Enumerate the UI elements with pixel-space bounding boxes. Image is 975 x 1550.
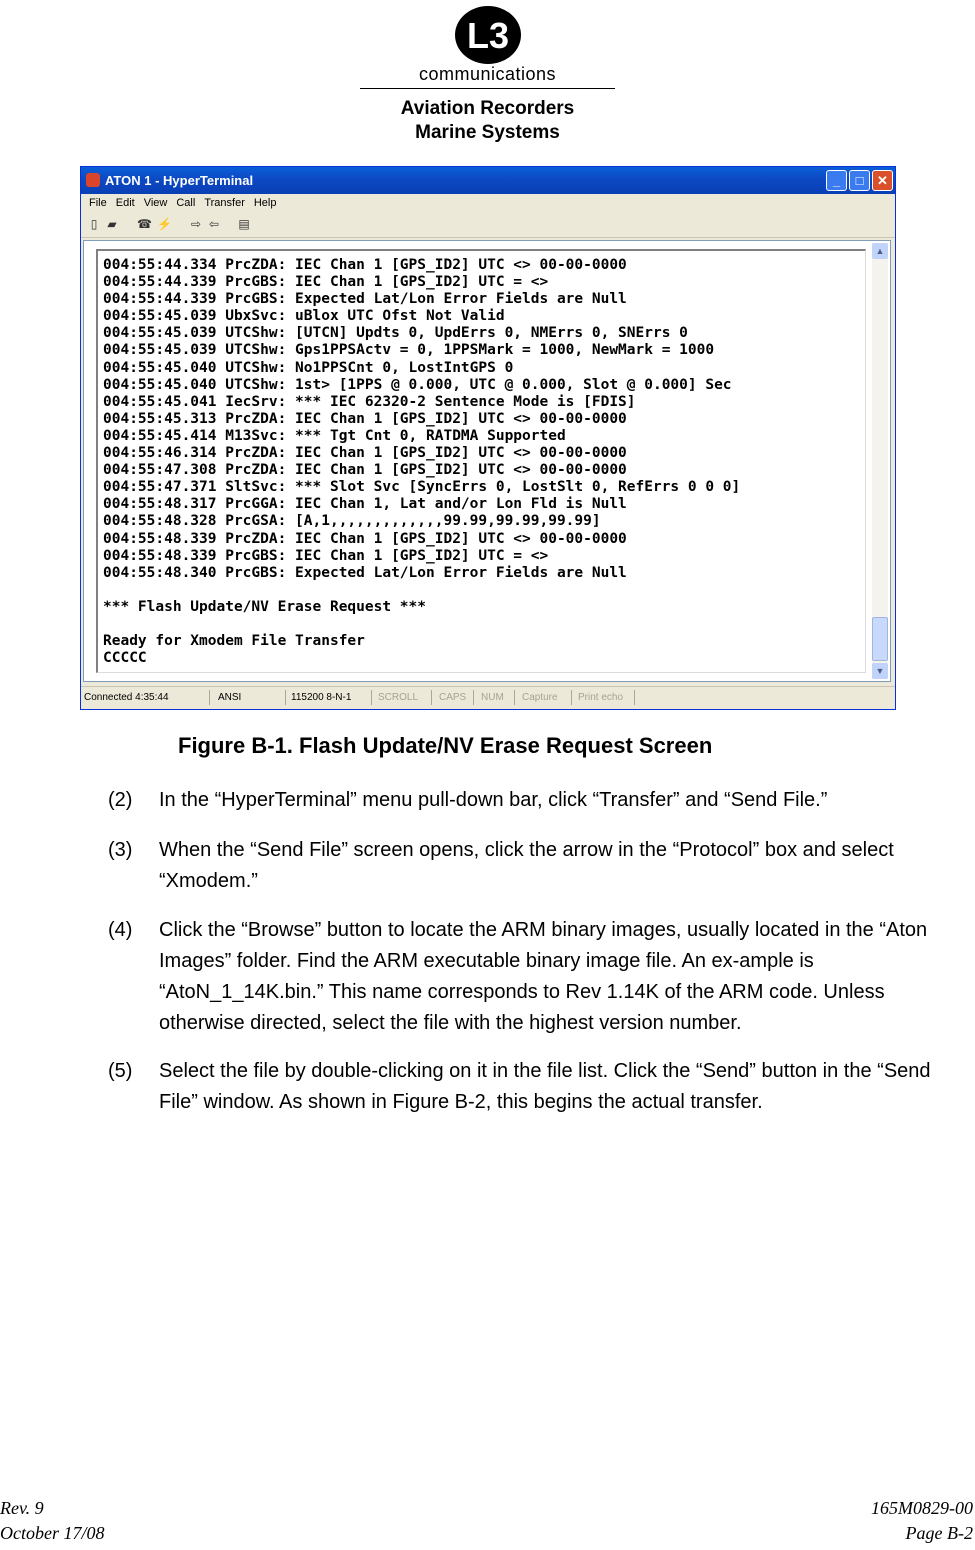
- scroll-down-icon[interactable]: ▼: [872, 663, 888, 679]
- terminal-line: Ready for Xmodem File Transfer: [103, 633, 365, 650]
- status-capture: Capture: [522, 692, 558, 703]
- terminal-line: 004:55:45.313 PrcZDA: IEC Chan 1 [GPS_ID2] UTC <> 00-00-0000: [103, 410, 627, 427]
- status-num: NUM: [481, 692, 504, 703]
- close-button[interactable]: ✕: [872, 170, 893, 191]
- terminal-line: 004:55:47.371 SltSvc: *** Slot Svc [SyncErrs 0, LostSlt 0, RefErrs 0 0 0]: [103, 479, 741, 496]
- terminal-line: [103, 582, 865, 599]
- terminal-line: 004:55:45.414 M13Svc: *** Tgt Cnt 0, RATDMA Supported: [103, 427, 566, 444]
- terminal-line: 004:55:48.340 PrcGBS: Expected Lat/Lon Error Fields are Null: [103, 564, 627, 581]
- status-caps: CAPS: [439, 692, 467, 703]
- status-bar: [81, 686, 895, 709]
- terminal-line: 004:55:46.314 PrcZDA: IEC Chan 1 [GPS_ID2] UTC <> 00-00-0000: [103, 445, 627, 462]
- status-divider: [473, 690, 474, 705]
- vertical-scrollbar[interactable]: [872, 243, 888, 679]
- terminal-line: 004:55:45.040 UTCShw: No1PPSCnt 0, LostIntGPS 0: [103, 359, 514, 376]
- window-titlebar[interactable]: [81, 167, 895, 194]
- app-icon: [86, 173, 100, 187]
- l3-logo-icon: [453, 4, 523, 66]
- step-number: (2): [108, 789, 133, 811]
- step-text: Select the file by double-clicking on it in the file list. Click the “Send” button in the “Send File” window. As shown in Figure B-2, this begins the actual transfer.: [159, 1060, 931, 1113]
- menu-transfer[interactable]: Transfer: [204, 197, 245, 209]
- terminal-output: [96, 249, 866, 673]
- status-port: 115200 8-N-1: [291, 692, 352, 703]
- logo-rule: [360, 88, 615, 89]
- disconnect-icon[interactable]: ⚡: [157, 217, 172, 231]
- terminal-line: [103, 616, 865, 633]
- terminal-line: 004:55:45.039 UbxSvc: uBlox UTC Ofst Not Valid: [103, 308, 505, 325]
- minimize-button[interactable]: _: [826, 170, 847, 191]
- status-divider: [209, 690, 210, 705]
- scroll-thumb[interactable]: [872, 617, 888, 661]
- terminal-line: *** Flash Update/NV Erase Request ***: [103, 598, 427, 615]
- terminal-line: 004:55:48.339 PrcGBS: IEC Chan 1 [GPS_ID2] UTC = <>: [103, 547, 549, 564]
- scroll-up-icon[interactable]: ▲: [872, 243, 888, 259]
- menu-call[interactable]: Call: [176, 197, 196, 209]
- menu-file[interactable]: File: [89, 197, 107, 209]
- status-divider: [571, 690, 572, 705]
- toolbar: [81, 213, 895, 238]
- window-title: ATON 1 - HyperTerminal: [105, 173, 254, 188]
- step-number: (3): [108, 839, 133, 861]
- terminal-line: 004:55:44.339 PrcGBS: IEC Chan 1 [GPS_ID2] UTC = <>: [103, 274, 549, 291]
- step-number: (4): [108, 919, 133, 941]
- division-line-1: Aviation Recorders: [400, 98, 575, 119]
- status-emulation: ANSI: [218, 692, 242, 703]
- terminal-line: 004:55:48.317 PrcGGA: IEC Chan 1, Lat and/or Lon Fld is Null: [103, 496, 627, 513]
- new-icon[interactable]: ▯: [90, 217, 98, 231]
- footer-page-number: Page B-2: [905, 1523, 973, 1543]
- status-divider: [634, 690, 635, 705]
- maximize-button[interactable]: □: [849, 170, 870, 191]
- division-line-2: Marine Systems: [415, 122, 560, 143]
- step-number: (5): [108, 1060, 133, 1082]
- logo-wordmark: communications: [418, 64, 557, 84]
- terminal-line: 004:55:45.039 UTCShw: [UTCN] Updts 0, UpdErrs 0, NMErrs 0, SNErrs 0: [103, 325, 688, 342]
- svg-text:L3: L3: [466, 15, 509, 56]
- menu-view[interactable]: View: [143, 197, 168, 209]
- terminal-line: 004:55:45.040 UTCShw: 1st> [1PPS @ 0.000, UTC @ 0.000, Slot @ 0.000] Sec: [103, 376, 732, 393]
- status-divider: [514, 690, 515, 705]
- step-text: In the “HyperTerminal” menu pull-down bar, click “Transfer” and “Send File.”: [159, 789, 828, 811]
- terminal-area[interactable]: [83, 240, 891, 682]
- terminal-line: 004:55:45.041 IecSrv: *** IEC 62320-2 Sentence Mode is [FDIS]: [103, 393, 636, 410]
- status-divider: [431, 690, 432, 705]
- figure-caption: Figure B-1. Flash Update/NV Erase Request Screen: [178, 733, 713, 758]
- menu-edit[interactable]: Edit: [115, 197, 135, 209]
- terminal-line: 004:55:48.339 PrcZDA: IEC Chan 1 [GPS_ID2] UTC <> 00-00-0000: [103, 530, 627, 547]
- menu-help[interactable]: Help: [253, 197, 277, 209]
- footer-doc-number: 165M0829-00: [871, 1498, 973, 1518]
- terminal-line: CCCCC: [103, 650, 147, 667]
- step-text: When the “Send File” screen opens, click the arrow in the “Protocol” box and select “Xmodem.”: [159, 839, 894, 892]
- status-scroll: SCROLL: [378, 692, 419, 703]
- status-connected: Connected 4:35:44: [84, 692, 169, 703]
- hyperterminal-window: [80, 166, 896, 710]
- status-divider: [285, 690, 286, 705]
- send-icon[interactable]: ⇨: [190, 217, 202, 231]
- menu-bar: [81, 194, 895, 213]
- terminal-line: 004:55:44.334 PrcZDA: IEC Chan 1 [GPS_ID2] UTC <> 00-00-0000: [103, 257, 627, 273]
- terminal-line: 004:55:45.039 UTCShw: Gps1PPSActv = 0, 1PPSMark = 1000, NewMark = 1000: [103, 342, 715, 359]
- step-text: Click the “Browse” button to locate the ARM binary images, usually located in the “Aton Images” folder. Find the ARM executable binary image file. An ex-ample is “AtoN_1_14K.bin.” This name corresponds to Rev 1.14K of the ARM code. Unless otherwise directed, select the file with the highest version number.: [159, 919, 928, 1034]
- terminal-line: 004:55:48.328 PrcGSA: [A,1,,,,,,,,,,,,,99.99,99.99,99.99]: [103, 513, 601, 530]
- footer-revision: Rev. 9: [0, 1498, 44, 1518]
- properties-icon[interactable]: ▤: [238, 217, 250, 231]
- connect-icon[interactable]: ☎: [137, 217, 152, 231]
- company-logo: [360, 4, 615, 145]
- terminal-line: 004:55:44.339 PrcGBS: Expected Lat/Lon Error Fields are Null: [103, 291, 627, 308]
- status-divider: [371, 690, 372, 705]
- footer-date: October 17/08: [0, 1523, 105, 1543]
- open-icon[interactable]: ▰: [107, 217, 117, 231]
- status-print-echo: Print echo: [578, 692, 624, 703]
- terminal-line: 004:55:47.308 PrcZDA: IEC Chan 1 [GPS_ID2] UTC <> 00-00-0000: [103, 462, 627, 479]
- receive-icon[interactable]: ⇦: [208, 217, 220, 231]
